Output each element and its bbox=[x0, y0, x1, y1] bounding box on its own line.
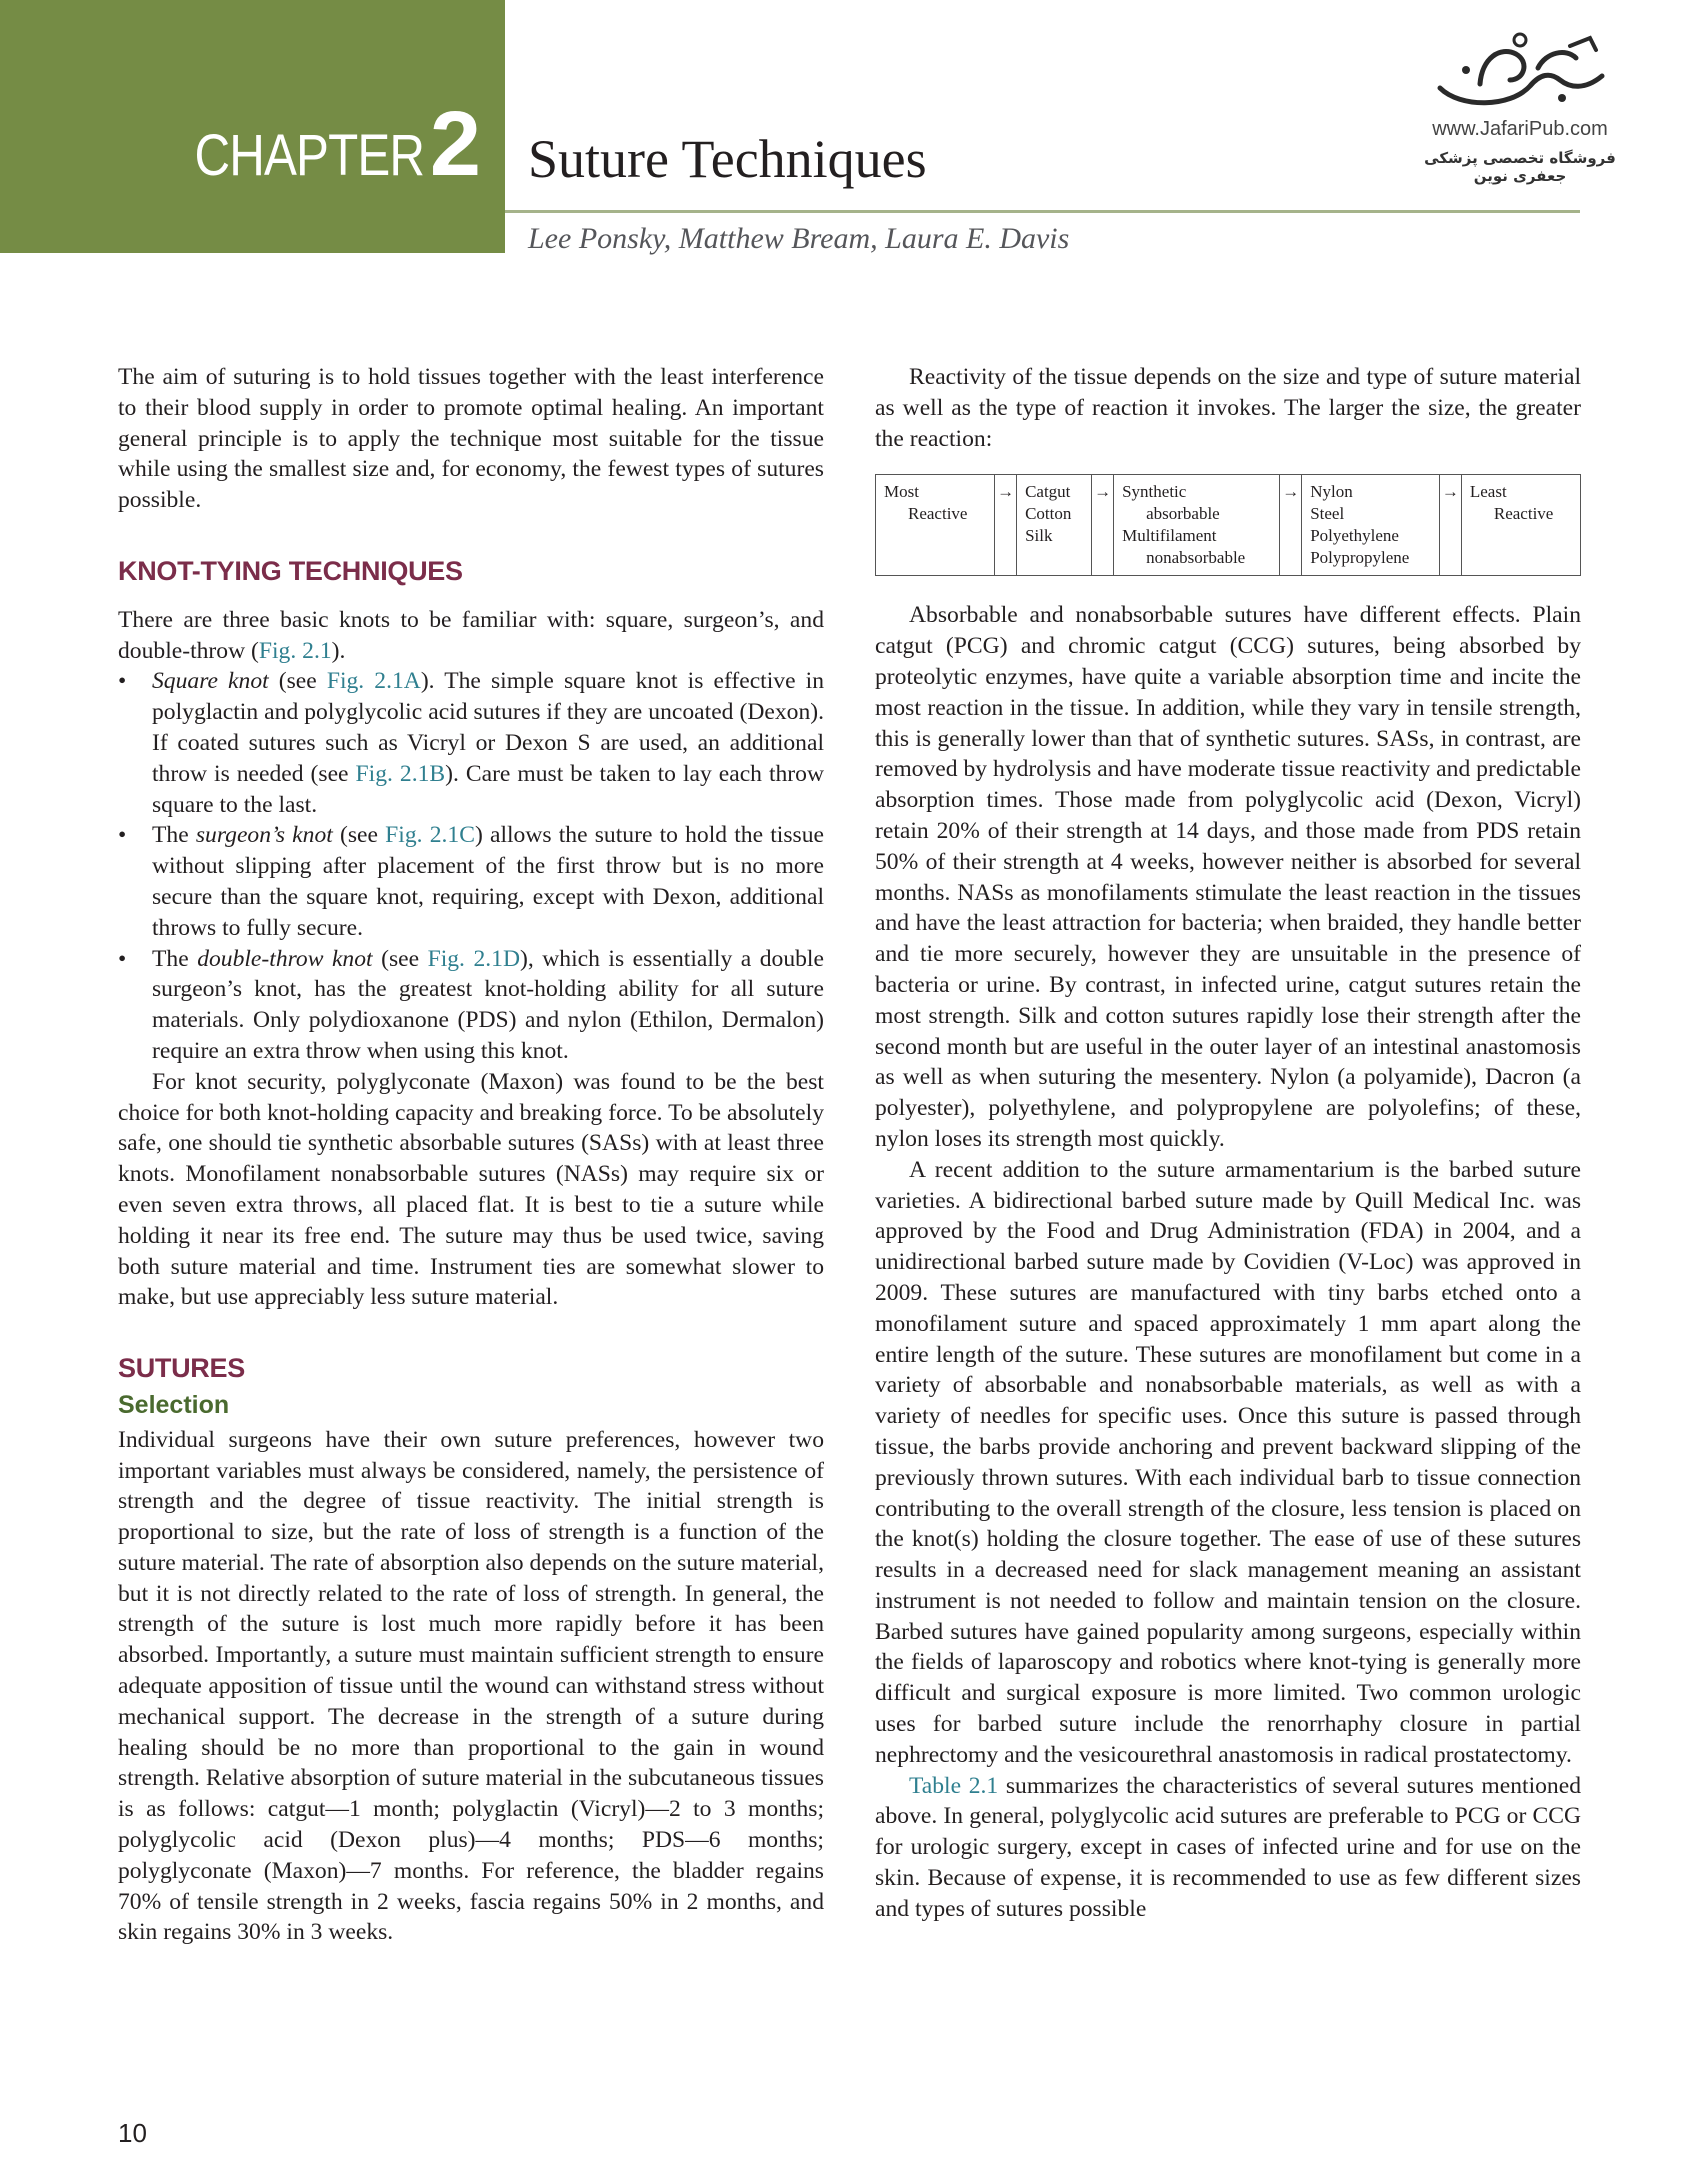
left-column bbox=[118, 362, 824, 1948]
table-2-1-link[interactable]: Table 2.1 bbox=[909, 1772, 999, 1799]
bullet-text: ) allows the suture to hold the tissue without slipping after placement of the first throw but is no more secure than the square knot, requiring, except with Dexon, additional throws to fully secure. bbox=[152, 822, 824, 941]
arrow-cell: → bbox=[1439, 475, 1461, 576]
knot-security-paragraph: For knot security, polyglyconate (Maxon) was found to be the best choice for both knot-holding capacity and breaking force. To be absolutely safe, one should tie synthetic absorbable sutures (SASs) with at least three knots. Monofilament nonabsorbable sutures (NASs) may require six or even seven extra throws, all placed flat. It is best to tie a suture while holding it near its free end. The suture may thus be used twice, saving both suture material and time. Instrument ties are somewhat slower to make, but use appreciably less suture material. bbox=[118, 1068, 824, 1311]
publisher-url: www.JafariPub.com bbox=[1432, 118, 1608, 140]
chapter-number: 2 bbox=[429, 93, 481, 195]
page-number: 10 bbox=[118, 2118, 147, 2148]
cell-line: absorbable bbox=[1146, 504, 1220, 524]
fig-2-1b-link[interactable]: Fig. 2.1B bbox=[355, 760, 446, 787]
selection-heading: Selection bbox=[118, 1390, 230, 1419]
knot-intro-text-end: ). bbox=[331, 637, 346, 664]
arrow-cell: → bbox=[1092, 475, 1114, 576]
cell-line: Multifilament bbox=[1122, 526, 1217, 546]
bullet-text: (see bbox=[332, 822, 386, 849]
cell-line: Polyethylene bbox=[1310, 526, 1399, 546]
fig-2-1d-link[interactable]: Fig. 2.1D bbox=[427, 945, 520, 972]
chapter-banner bbox=[0, 0, 505, 253]
arrow-cell: → bbox=[1280, 475, 1302, 576]
knot-intro-text: There are three basic knots to be familiar with: square, surgeon’s, and double-throw ( bbox=[118, 606, 824, 664]
chapter-authors: Lee Ponsky, Matthew Bream, Laura E. Davis bbox=[528, 222, 1070, 255]
fig-2-1c-link[interactable]: Fig. 2.1C bbox=[385, 822, 475, 849]
chapter-label bbox=[154, 92, 481, 197]
table-summary-paragraph bbox=[875, 1771, 1581, 1925]
cell-line: Nylon bbox=[1310, 482, 1353, 502]
cell-line: Reactive bbox=[1493, 504, 1554, 524]
cell-line: nonabsorbable bbox=[1146, 548, 1246, 568]
knot-list bbox=[118, 666, 824, 1066]
barbed-suture-paragraph: A recent addition to the suture armamentarium is the barbed suture varieties. A bidirectional barbed suture made by Quill Medical Inc. was approved by the Food and Drug Administration (FDA) in 2004, and a unidirectional barbed suture made by Covidien (V-Loc) was approved in 2009. These sutures are manufactured with tiny barbs etched onto a monofilament suture and spaced approximately 1 mm apart along the entire length of the suture. These sutures are monofilament but come in a variety of absorbable and nonabsorbable materials, as well as with a variety of needles for specific uses. Once this suture is passed through tissue, the barbs provide anchoring and prevent backward slipping of the previously thrown sutures. With each individual barb to tissue connection contributing to the overall strength of the closure, less tension is placed on the knot(s) holding the closure together. The ease of use of these sutures results in a decreased need for slack management meaning an assistant instrument is not needed to follow and maintain tension on the closure. Barbed sutures have gained popularity among surgeons, especially within the fields of laparoscopy and robotics where knot-tying is generally more difficult and surgical exposure is more limited. Two common urologic uses for barbed suture include the renorrhaphy closure in partial nephrectomy and the vesicourethral anastomosis in radical prostatectomy. bbox=[875, 1156, 1581, 1768]
table-cell-least-reactive bbox=[1461, 475, 1580, 576]
fig-2-1-link[interactable]: Fig. 2.1 bbox=[258, 637, 332, 664]
cell-line: Most bbox=[884, 482, 919, 502]
chapter-title: Suture Techniques bbox=[528, 129, 927, 189]
table-cell-synthetic bbox=[1114, 475, 1280, 576]
selection-paragraph: Individual surgeons have their own suture preferences, however two important variables must always be considered, namely, the persistence of strength and the degree of tissue reactivity. The initial strength is proportional to size, but the rate of loss of strength is a function of the suture material. The rate of absorption also depends on the suture material, but it is not directly related to the rate of loss of strength. In general, the strength of the suture is lost much more rapidly before it has been absorbed. Importantly, a suture must maintain sufficient strength to ensure adequate apposition of tissue until the wound can withstand stress without mechanical support. The decrease in the strength of a suture during healing should be no more than proportional to the gain in wound strength. Relative absorption of suture material in the subcutaneous tissues is as follows: catgut—1 month; polyglactin (Vicryl)—2 to 3 months; polyglycolic acid (Dexon plus)—4 months; PDS—6 months; polyglyconate (Maxon)—7 months. For reference, the bladder regains 70% of tensile strength in 2 weeks, fascia regains 50% in 2 months, and skin regains 30% in 3 weeks. bbox=[118, 1426, 824, 1946]
table-cell-most-reactive bbox=[876, 475, 995, 576]
term-double-throw-knot: double-throw knot bbox=[197, 945, 373, 972]
table-summary-text: summarizes the characteristics of several sutures mentioned above. In general, polyglycolic acid sutures are preferable to PCG or CCG for urologic surgery, except in cases of infected urine and for use on the skin. Because of expense, it is recommended to use as few different sizes and types of sutures possible bbox=[875, 1772, 1581, 1922]
cell-line: Least bbox=[1469, 482, 1507, 502]
jafari-pub-logo-icon bbox=[1420, 28, 1620, 114]
cell-line: Silk bbox=[1025, 526, 1053, 546]
bullet-text: (see bbox=[268, 668, 327, 695]
intro-paragraph: The aim of suturing is to hold tissues together with the least interference to their blood supply in order to promote optimal healing. An important general principle is to apply the technique most suitable for the tissue while using the smallest size and, for economy, the fewest types of sutures possible. bbox=[118, 364, 824, 514]
bullet-text: The bbox=[152, 822, 196, 849]
term-square-knot: Square knot bbox=[152, 668, 269, 695]
chapter-word: CHAPTER bbox=[194, 123, 424, 188]
cell-line: Reactive bbox=[908, 504, 968, 524]
list-item-double-throw-knot bbox=[118, 944, 824, 1067]
cell-line: Synthetic bbox=[1122, 482, 1187, 502]
bullet-text: The bbox=[152, 945, 198, 972]
cell-line: Cotton bbox=[1025, 504, 1072, 524]
table-cell-catgut bbox=[1017, 475, 1092, 576]
list-item-square-knot bbox=[118, 666, 824, 820]
cell-line: Polypropylene bbox=[1310, 548, 1410, 568]
table-cell-nylon bbox=[1302, 475, 1440, 576]
cell-line: Steel bbox=[1310, 504, 1345, 524]
list-item-surgeons-knot bbox=[118, 820, 824, 943]
bullet-text: ), which is essentially a double surgeon’s knot, has the greatest knot-holding ability for all suture materials. Only polydioxanone (PDS) and nylon (Ethilon, Dermalon) require an extra throw when using this knot. bbox=[152, 945, 824, 1064]
term-surgeons-knot: surgeon’s knot bbox=[195, 822, 333, 849]
cell-line: Catgut bbox=[1025, 482, 1071, 502]
table-row bbox=[876, 475, 1581, 576]
knot-intro-paragraph bbox=[118, 605, 824, 667]
bullet-text: ). The simple square knot is effective in polyglactin and polyglycolic acid sutures if they are uncoated (Dexon). If coated sutures such as Vicryl or Dexon S are used, an additional throw is needed (see bbox=[152, 668, 824, 787]
reactivity-table bbox=[875, 474, 1581, 576]
absorbable-paragraph: Absorbable and nonabsorbable sutures have different effects. Plain catgut (PCG) and chromic catgut (CCG) sutures, being absorbed by proteolytic enzymes, have quite a variable absorption time and incite the most reaction in the tissue. In addition, while they vary in tensile strength, this is generally lower than that of synthetic sutures. SASs, in contrast, are removed by hydrolysis and have moderate tissue reactivity and predictable absorption times. Those made from polyglycolic acid (Dexon, Vicryl) retain 20% of their strength at 14 days, and those made from PDS retain 50% of their strength at 4 weeks, however neither is absorbed for several months. NASs as monofilaments stimulate the least reaction in the tissues and have the least attraction for bacteria; when braided, they handle better and tie more securely, however they are unsuitable in the presence of bacteria or urine. By contrast, in infected urine, catgut sutures retain the most strength. Silk and cotton sutures rapidly lose their strength after the second month but are useful in the outer layer of an intestinal anastomosis as well as when suturing the mesentery. Nylon (a polyamide), Dacron (a polyester), polyethylene, and polypropylene are polyolefins; of these, nylon loses its strength most quickly. bbox=[875, 602, 1581, 1152]
knot-tying-heading: KNOT-TYING TECHNIQUES bbox=[118, 555, 463, 586]
arrow-cell: → bbox=[995, 475, 1017, 576]
bullet-text: (see bbox=[372, 945, 428, 972]
bullet-text: ). Care must be taken to lay each throw square to the last. bbox=[152, 760, 824, 818]
publisher-watermark bbox=[1400, 28, 1640, 185]
reactivity-intro-paragraph: Reactivity of the tissue depends on the size and type of suture material as well as the type of reaction it invokes. The larger the size, the greater the reaction: bbox=[875, 364, 1581, 452]
right-column bbox=[875, 362, 1581, 1925]
fig-2-1a-link[interactable]: Fig. 2.1A bbox=[326, 668, 421, 695]
sutures-heading: SUTURES bbox=[118, 1353, 245, 1384]
publisher-tagline: فروشگاه تخصصی پزشکی جعفری نوین bbox=[1424, 149, 1616, 185]
header-divider bbox=[505, 210, 1580, 213]
